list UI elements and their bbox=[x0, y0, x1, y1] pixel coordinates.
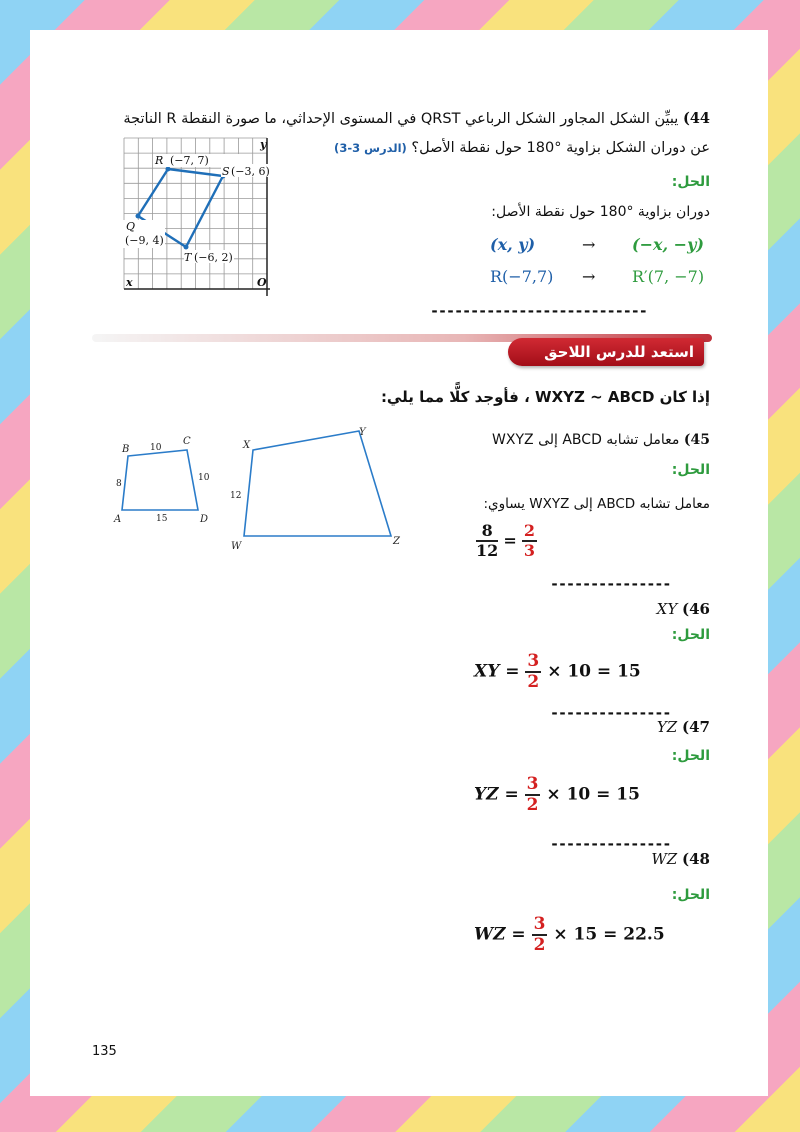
label-T-coord: (−6, 2) bbox=[194, 251, 233, 264]
q44-line2: عن دوران الشكل بزاوية °180 حول نقطة الأصل؟ bbox=[411, 140, 710, 156]
q47-lhs: YZ = bbox=[474, 784, 519, 805]
q47-question: YZ bbox=[656, 718, 678, 736]
label-bc: 10 bbox=[150, 443, 162, 453]
label-Y: Y bbox=[359, 427, 366, 438]
label-D: D bbox=[200, 514, 209, 525]
q46-number: 46) bbox=[682, 600, 710, 618]
q47-rhs: × 10 = 15 bbox=[546, 784, 640, 805]
label-B: B bbox=[122, 444, 130, 455]
q45-question: معامل تشابه ABCD إلى WXYZ bbox=[492, 432, 680, 448]
q48-number: 48) bbox=[682, 850, 710, 868]
q48-equation bbox=[474, 915, 665, 954]
label-axis-x: x bbox=[126, 276, 133, 289]
point-R bbox=[166, 167, 171, 172]
q45-equals: = bbox=[503, 531, 517, 551]
label-ab: 8 bbox=[116, 479, 122, 489]
label-R-coord: (−7, 7) bbox=[170, 154, 209, 167]
rule-from: (x, y) bbox=[490, 235, 536, 254]
q44-separator: --------------------------- bbox=[430, 302, 647, 320]
label-S-coord: (−3, 6) bbox=[231, 165, 270, 178]
label-X: X bbox=[243, 440, 251, 451]
q47-equation bbox=[474, 775, 640, 814]
q47-number: 47) bbox=[682, 718, 710, 736]
q46-num: 3 bbox=[527, 651, 540, 671]
rule-arrow: → bbox=[582, 235, 596, 254]
q45-separator: --------------- bbox=[550, 575, 671, 593]
q47-den: 2 bbox=[526, 794, 539, 815]
label-origin: O bbox=[257, 276, 267, 289]
label-Z: Z bbox=[393, 536, 400, 547]
q45-fraction-1 bbox=[476, 522, 498, 559]
banner-title: استعد للدرس اللاحق bbox=[544, 343, 694, 361]
q44-lesson: (الدرس 3-3) bbox=[334, 141, 407, 155]
q45-number: 45) bbox=[683, 432, 710, 448]
point-T bbox=[184, 245, 189, 250]
q47-num: 3 bbox=[526, 774, 539, 794]
q44-solution-label: الحل: bbox=[671, 174, 710, 190]
q48-num: 3 bbox=[533, 914, 546, 934]
q48-rhs: × 15 = 22.5 bbox=[553, 924, 665, 945]
q47-text bbox=[530, 718, 710, 736]
q48-text bbox=[530, 850, 710, 868]
q46-question: XY bbox=[656, 600, 678, 618]
q45-frac1-num: 8 bbox=[476, 522, 498, 542]
q47-solution-label: الحل: bbox=[671, 748, 710, 764]
q44-line1: يبيِّن الشكل المجاور الشكل الرباعي QRST في المستوى الإحداثي، ما صورة النقطة R الناتجة bbox=[123, 111, 679, 127]
label-Q-coord: (−9, 4) bbox=[125, 234, 164, 247]
label-wx: 12 bbox=[230, 491, 242, 501]
q47-fraction bbox=[525, 775, 541, 814]
q46-den: 2 bbox=[527, 671, 540, 692]
q45-equation bbox=[476, 522, 537, 559]
q47-separator: --------------- bbox=[550, 835, 671, 853]
q48-lhs: WZ = bbox=[474, 924, 526, 945]
q45-frac1-den: 12 bbox=[476, 540, 499, 560]
point-from: R(−7,7) bbox=[490, 267, 554, 286]
q46-fraction bbox=[525, 652, 541, 691]
q48-fraction bbox=[532, 915, 548, 954]
page bbox=[30, 30, 768, 1096]
label-T: T bbox=[184, 251, 192, 264]
q45-answer-text: معامل تشابه ABCD إلى WXYZ يساوي: bbox=[483, 496, 710, 512]
intro-text: إذا كان WXYZ ~ ABCD ، فأوجد كلًّا مما يلي: bbox=[380, 388, 710, 406]
q46-separator: --------------- bbox=[550, 704, 671, 722]
q46-lhs: XY = bbox=[474, 661, 520, 682]
label-C: C bbox=[183, 436, 191, 447]
similar-figures bbox=[110, 426, 430, 556]
banner bbox=[508, 338, 704, 366]
q46-equation bbox=[474, 652, 641, 691]
label-cd: 10 bbox=[198, 473, 210, 483]
q46-text bbox=[530, 600, 710, 618]
q45-text bbox=[410, 432, 710, 448]
point-to: R′(7, −7) bbox=[632, 267, 705, 286]
q44-graph bbox=[120, 134, 274, 300]
q48-question: WZ bbox=[651, 850, 678, 868]
q46-solution-label: الحل: bbox=[671, 627, 710, 643]
rule-to: (−x, −y) bbox=[632, 235, 704, 254]
label-A: A bbox=[114, 514, 122, 525]
q48-solution-label: الحل: bbox=[671, 887, 710, 903]
quadrilateral-ABCD bbox=[122, 450, 198, 510]
q45-frac2-den: 3 bbox=[523, 540, 535, 560]
label-axis-y: y bbox=[260, 138, 267, 151]
q45-frac2-num: 2 bbox=[523, 521, 535, 540]
label-R: R bbox=[155, 154, 164, 167]
quadrilateral-WXYZ bbox=[244, 431, 391, 536]
page-number: 135 bbox=[92, 1044, 117, 1059]
point-arrow: → bbox=[582, 267, 596, 286]
q45-solution-label: الحل: bbox=[671, 462, 710, 478]
point-Q bbox=[136, 214, 141, 219]
label-ad: 15 bbox=[156, 514, 168, 524]
q44-number: 44) bbox=[682, 110, 710, 127]
label-Q: Q bbox=[126, 220, 136, 233]
q44-rotation-text: دوران بزاوية °180 حول نقطة الأصل: bbox=[491, 204, 710, 220]
q45-fraction-2 bbox=[522, 522, 537, 559]
q48-den: 2 bbox=[533, 934, 546, 955]
label-W: W bbox=[231, 541, 242, 552]
q46-rhs: × 10 = 15 bbox=[547, 661, 641, 682]
label-S: S bbox=[222, 165, 230, 178]
